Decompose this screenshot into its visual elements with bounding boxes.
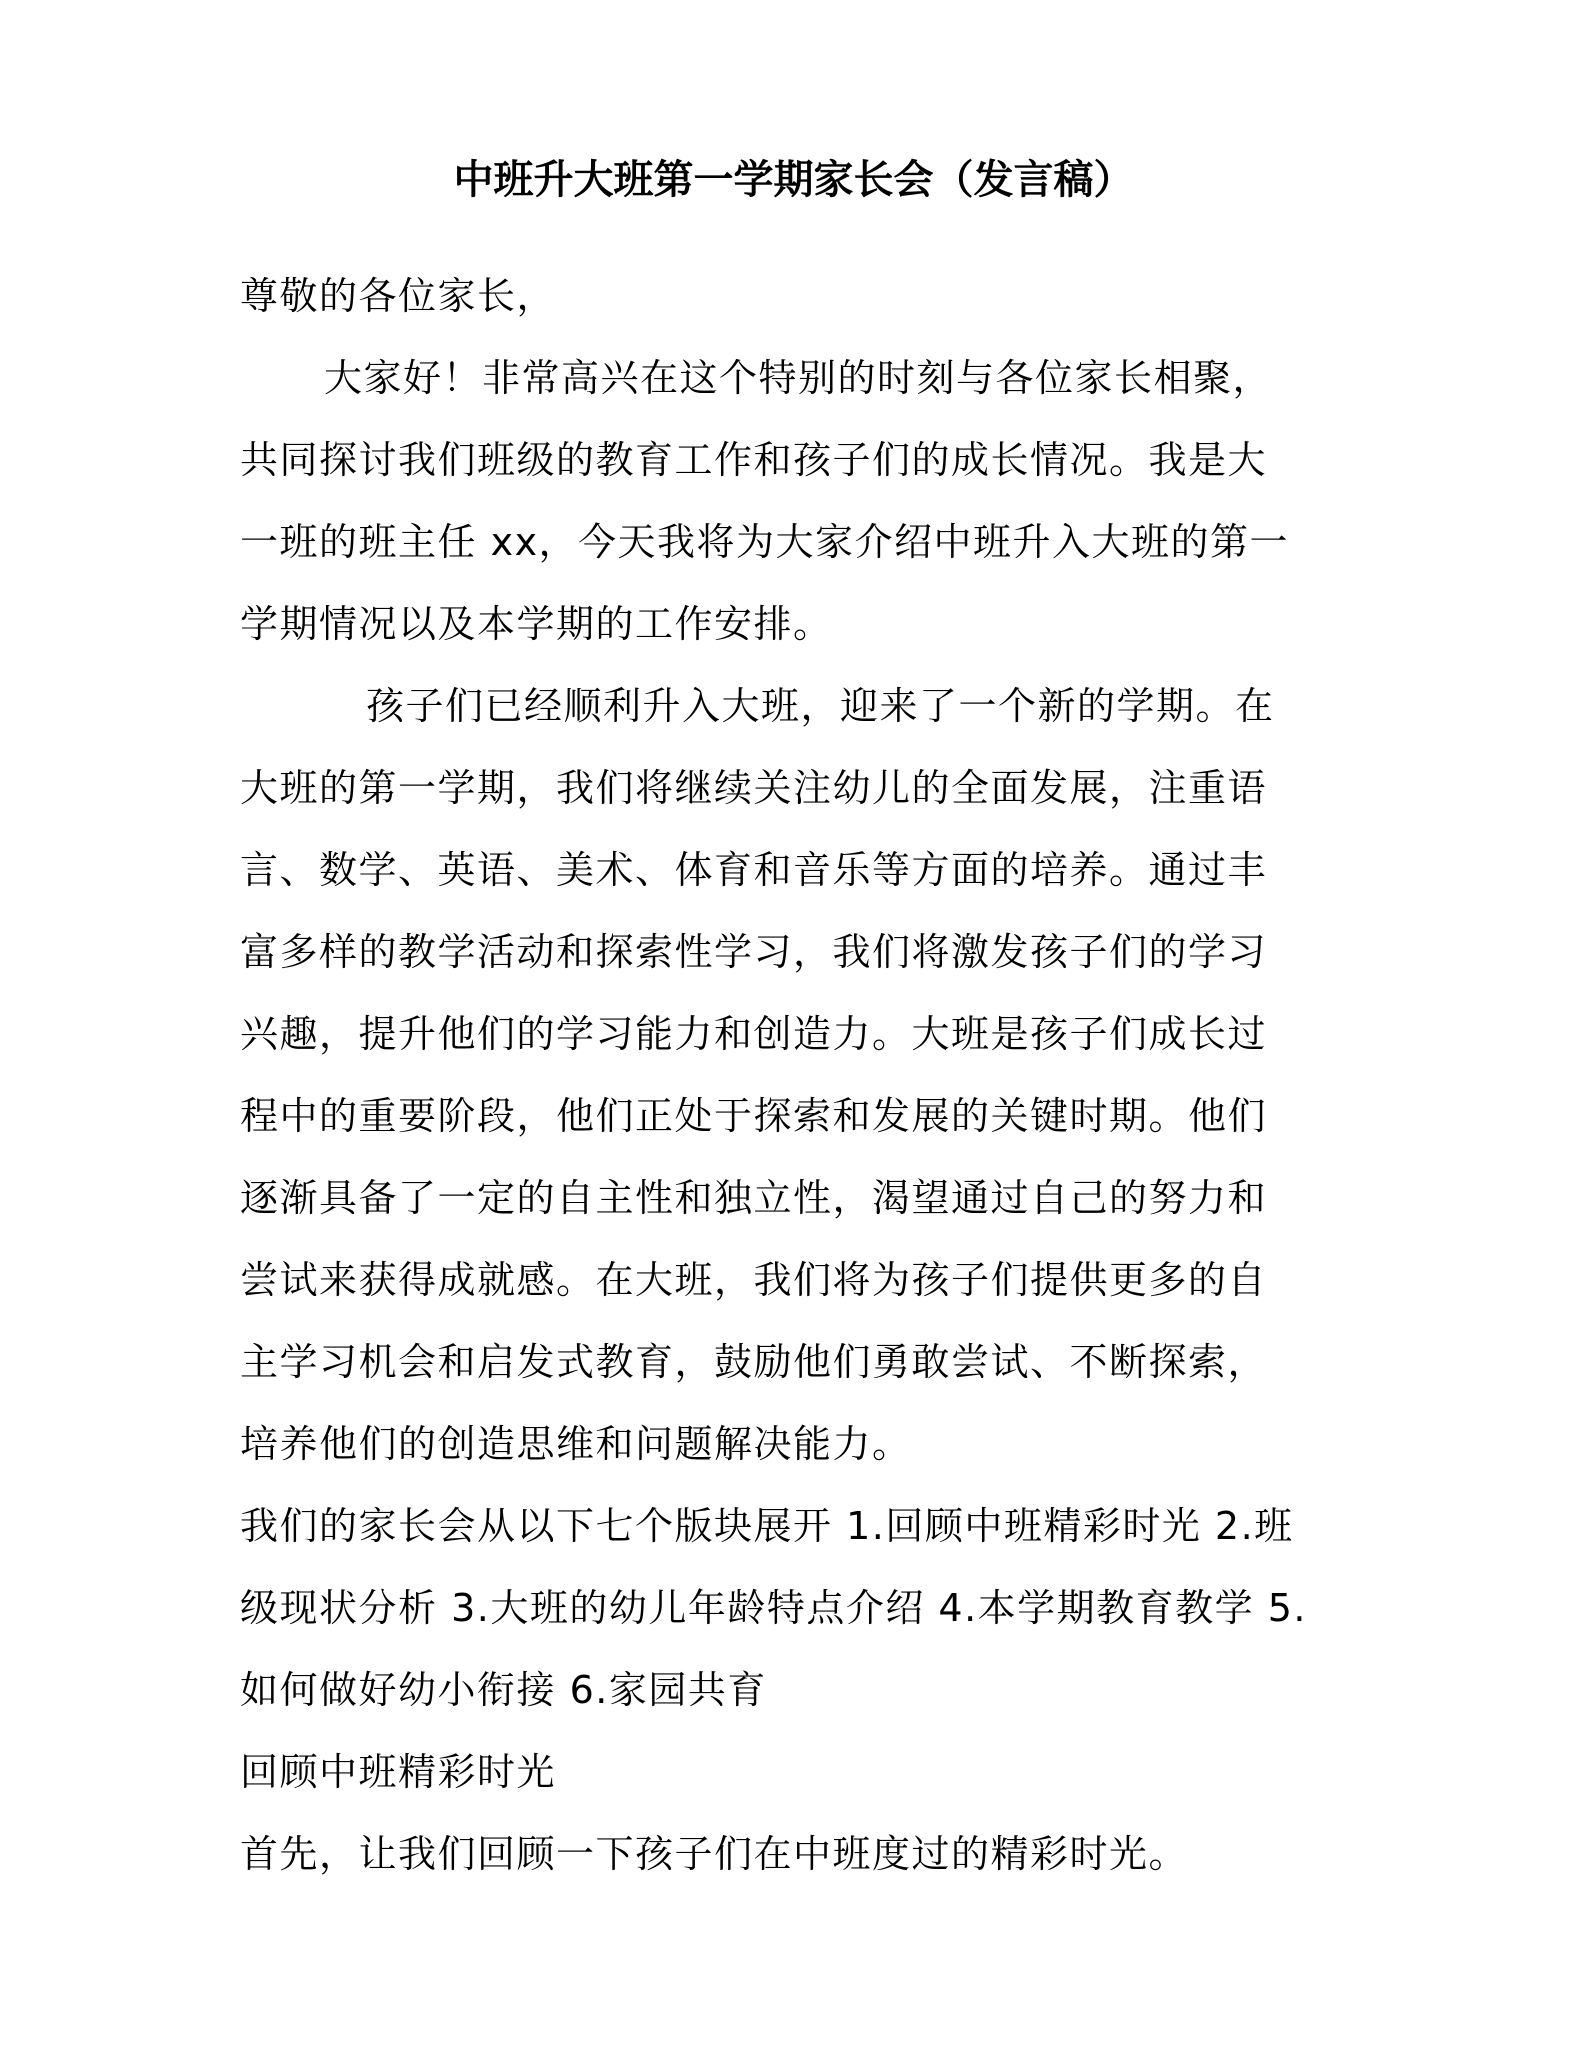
document-title: 中班升大班第一学期家长会（发言稿） — [453, 157, 1134, 203]
paragraph2-line4: 富多样的教学活动和探索性学习，我们将激发孩子们的学习 — [240, 930, 1268, 974]
paragraph1-line2: 共同探讨我们班级的教育工作和孩子们的成长情况。我是大 — [240, 438, 1268, 482]
section1-text: 首先，让我们回顾一下孩子们在中班度过的精彩时光。 — [240, 1832, 1189, 1876]
paragraph1-line4: 学期情况以及本学期的工作安排。 — [240, 602, 833, 646]
paragraph2-line6: 程中的重要阶段，他们正处于探索和发展的关键时期。他们 — [240, 1094, 1268, 1138]
paragraph1-line3: 一班的班主任 xx，今天我将为大家介绍中班升入大班的第一 — [240, 520, 1290, 564]
paragraph3-line3: 如何做好幼小衔接 6.家园共育 — [240, 1668, 767, 1712]
paragraph2-line7: 逐渐具备了一定的自主性和独立性，渴望通过自己的努力和 — [240, 1176, 1268, 1220]
salutation: 尊敬的各位家长， — [240, 274, 557, 318]
paragraph2-line8: 尝试来获得成就感。在大班，我们将为孩子们提供更多的自 — [240, 1258, 1268, 1302]
paragraph2-line1: 孩子们已经顺利升入大班，迎来了一个新的学期。在 — [366, 684, 1275, 728]
section1-heading: 回顾中班精彩时光 — [240, 1750, 557, 1794]
paragraph2-line10: 培养他们的创造思维和问题解决能力。 — [240, 1422, 912, 1466]
paragraph3-line2: 级现状分析 3.大班的幼儿年龄特点介绍 4.本学期教育教学 5. — [240, 1586, 1308, 1630]
paragraph2-line2: 大班的第一学期，我们将继续关注幼儿的全面发展，注重语 — [240, 766, 1268, 810]
paragraph2-line3: 言、数学、英语、美术、体育和音乐等方面的培养。通过丰 — [240, 848, 1268, 892]
paragraph3-line1: 我们的家长会从以下七个版块展开 1.回顾中班精彩时光 2.班 — [240, 1504, 1294, 1548]
paragraph2-line5: 兴趣，提升他们的学习能力和创造力。大班是孩子们成长过 — [240, 1012, 1268, 1056]
paragraph1-line1: 大家好！非常高兴在这个特别的时刻与各位家长相聚， — [324, 356, 1273, 400]
paragraph2-line9: 主学习机会和启发式教育，鼓励他们勇敢尝试、不断探索， — [240, 1340, 1268, 1384]
